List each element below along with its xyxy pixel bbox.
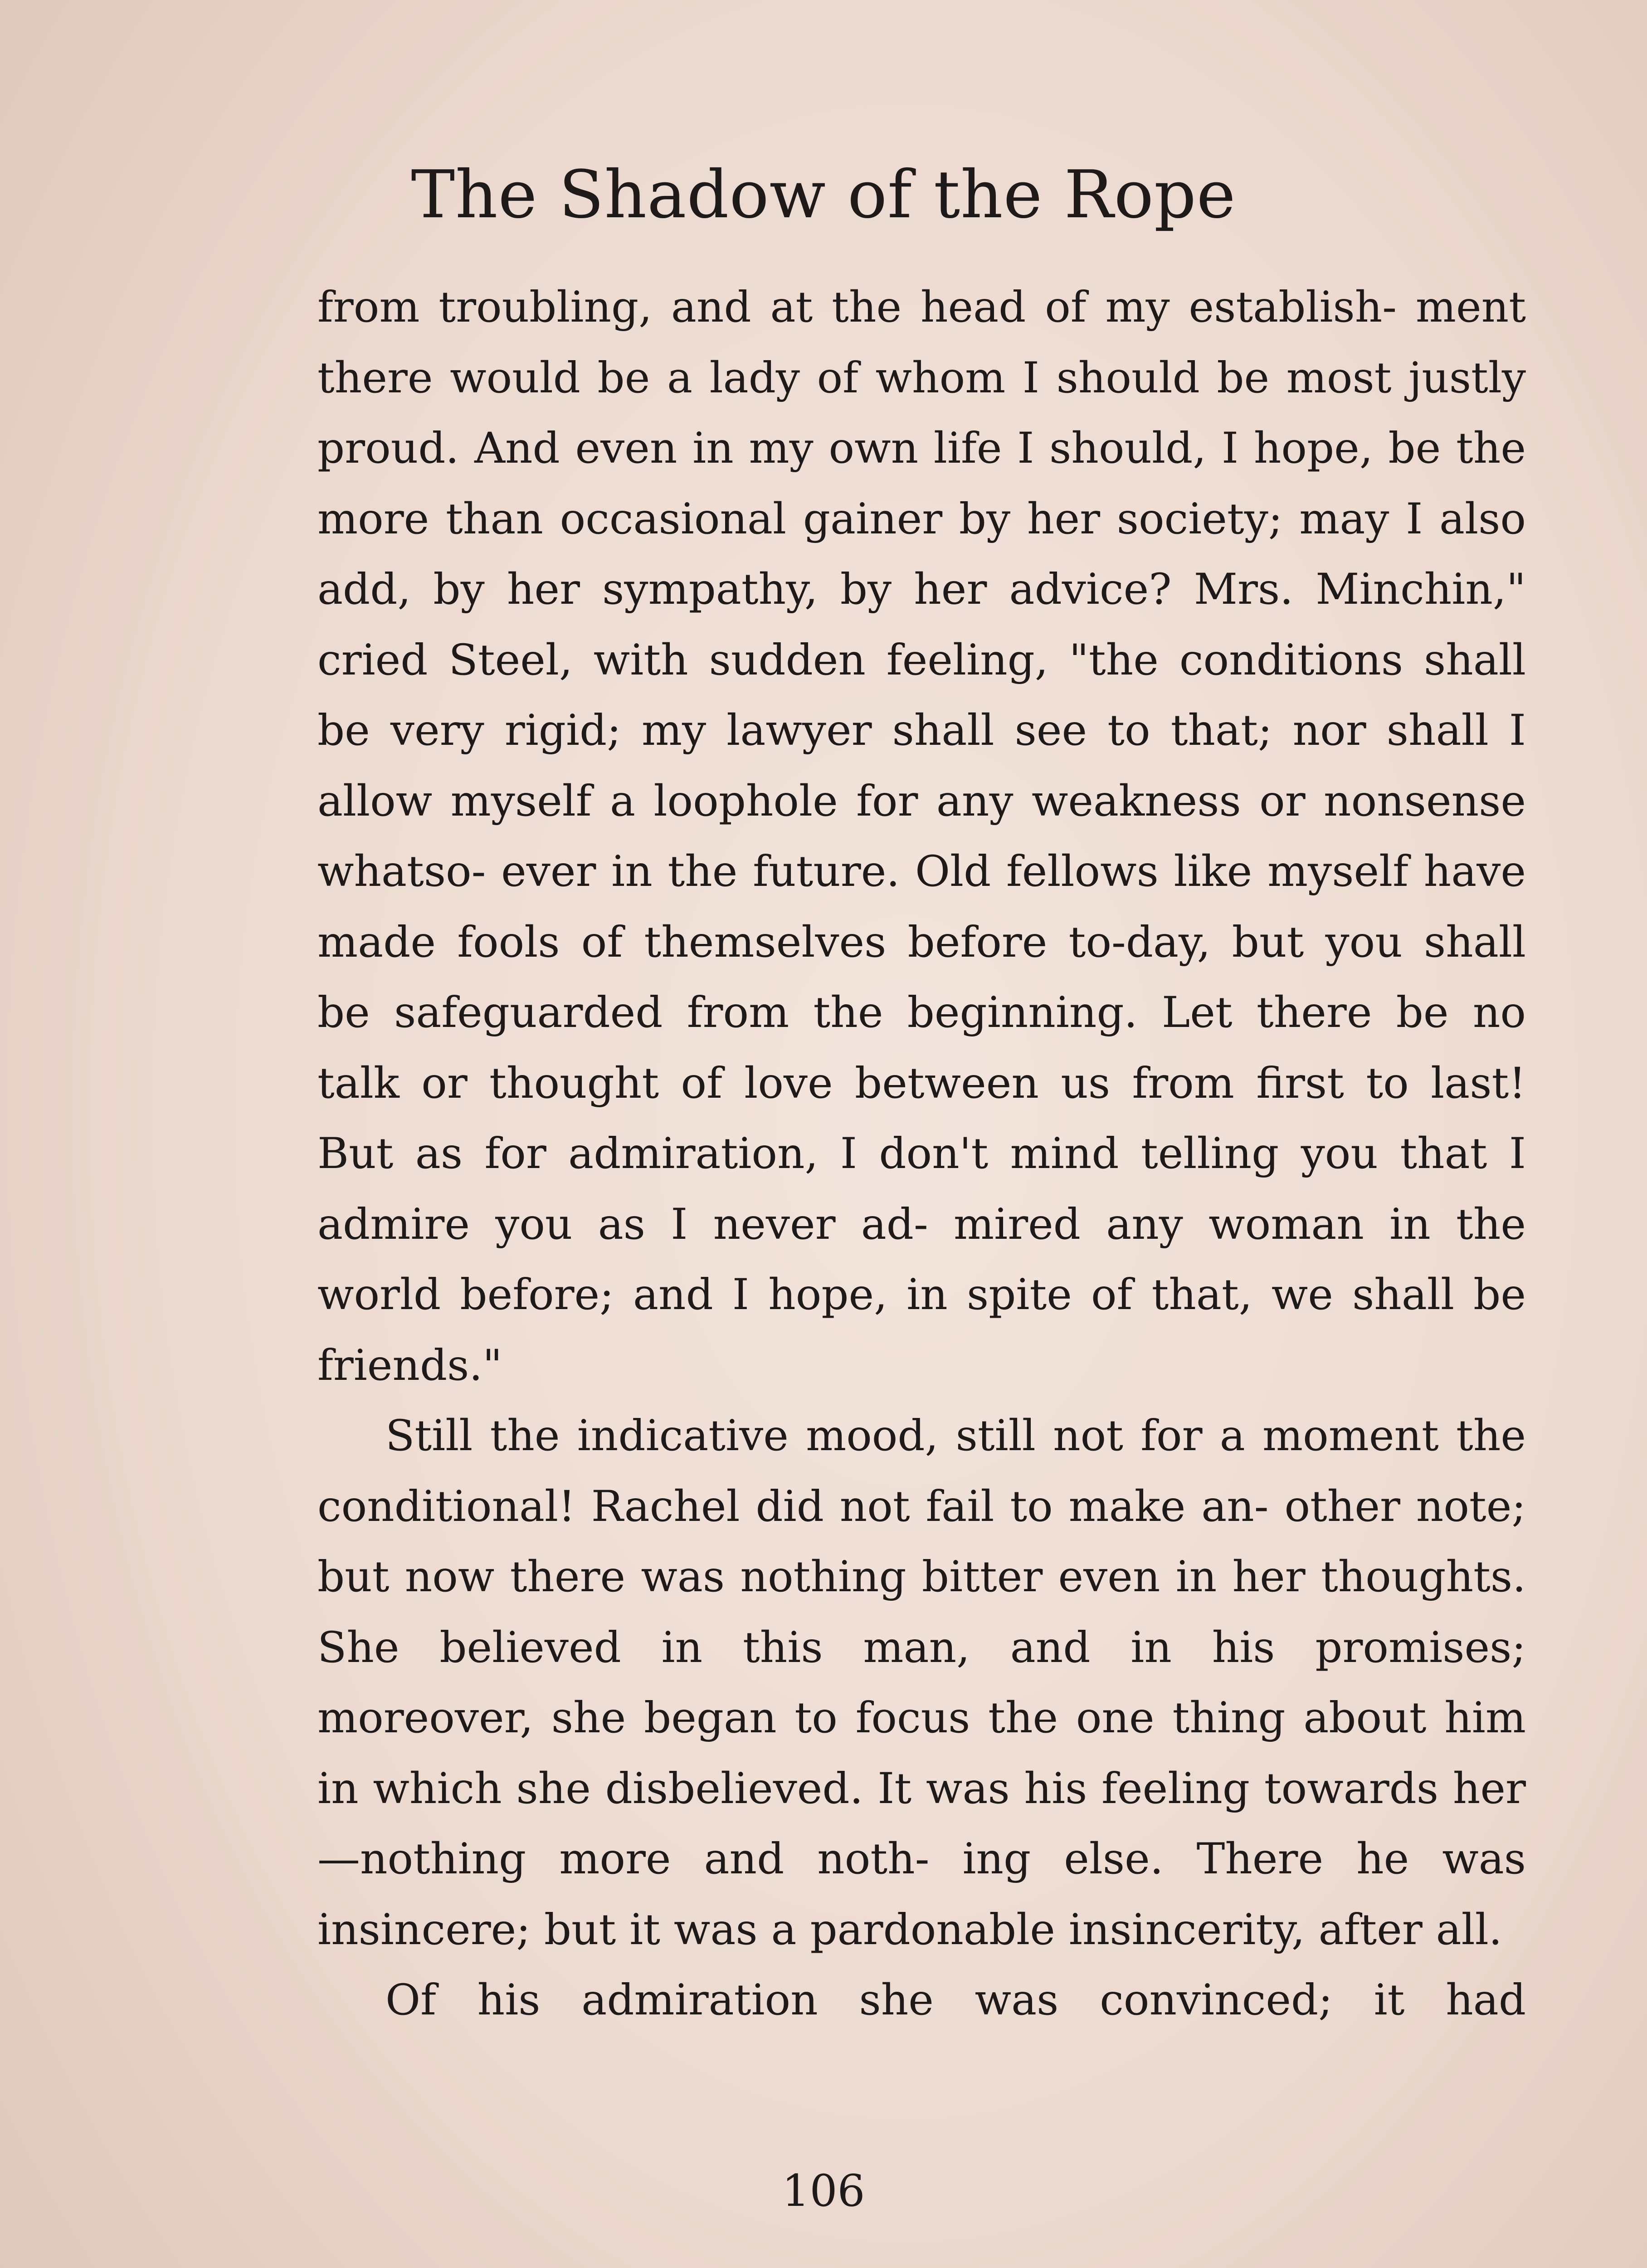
body-text (317, 272, 1526, 2036)
running-header: The Shadow of the Rope (411, 156, 1236, 233)
paragraph-1: from troubling, and at the head of my establish- ment there would be a lady of whom I should be most justly proud. And even in my own life I should, I hope, be the more than occasional gainer by her society; may I also add, by her sympathy, by her advice? Mrs. Minchin," cried Steel, with sudden feeling, "the conditions shall be very rigid; my lawyer shall see to that; nor shall I allow myself a loophole for any weakness or nonsense whatso- ever in the future. Old fellows like myself have made fools of themselves before to-day, but you shall be safeguarded from the beginning. Let there be no talk or thought of love between us from first to last! But as for admiration, I don't mind telling you that I admire you as I never ad- mired any woman in the world before; and I hope, in spite of that, we shall be friends." (317, 283, 1526, 1390)
page-number: 106 (782, 2165, 865, 2216)
paragraph-3: Of his admiration she was convinced; it had (385, 1975, 1526, 2025)
paragraph-2: Still the indicative mood, still not for a moment the conditional! Rachel did not fail to make an- other note; but now there was nothing bitter even in her thoughts. She believed in this man, and in his promises; moreover, she began to focus the one thing about him in which she disbelieved. It was his feeling towards her—nothing more and noth- ing else. There he was insincere; but it was a pardonable insincerity, after all. (317, 1411, 1526, 1955)
